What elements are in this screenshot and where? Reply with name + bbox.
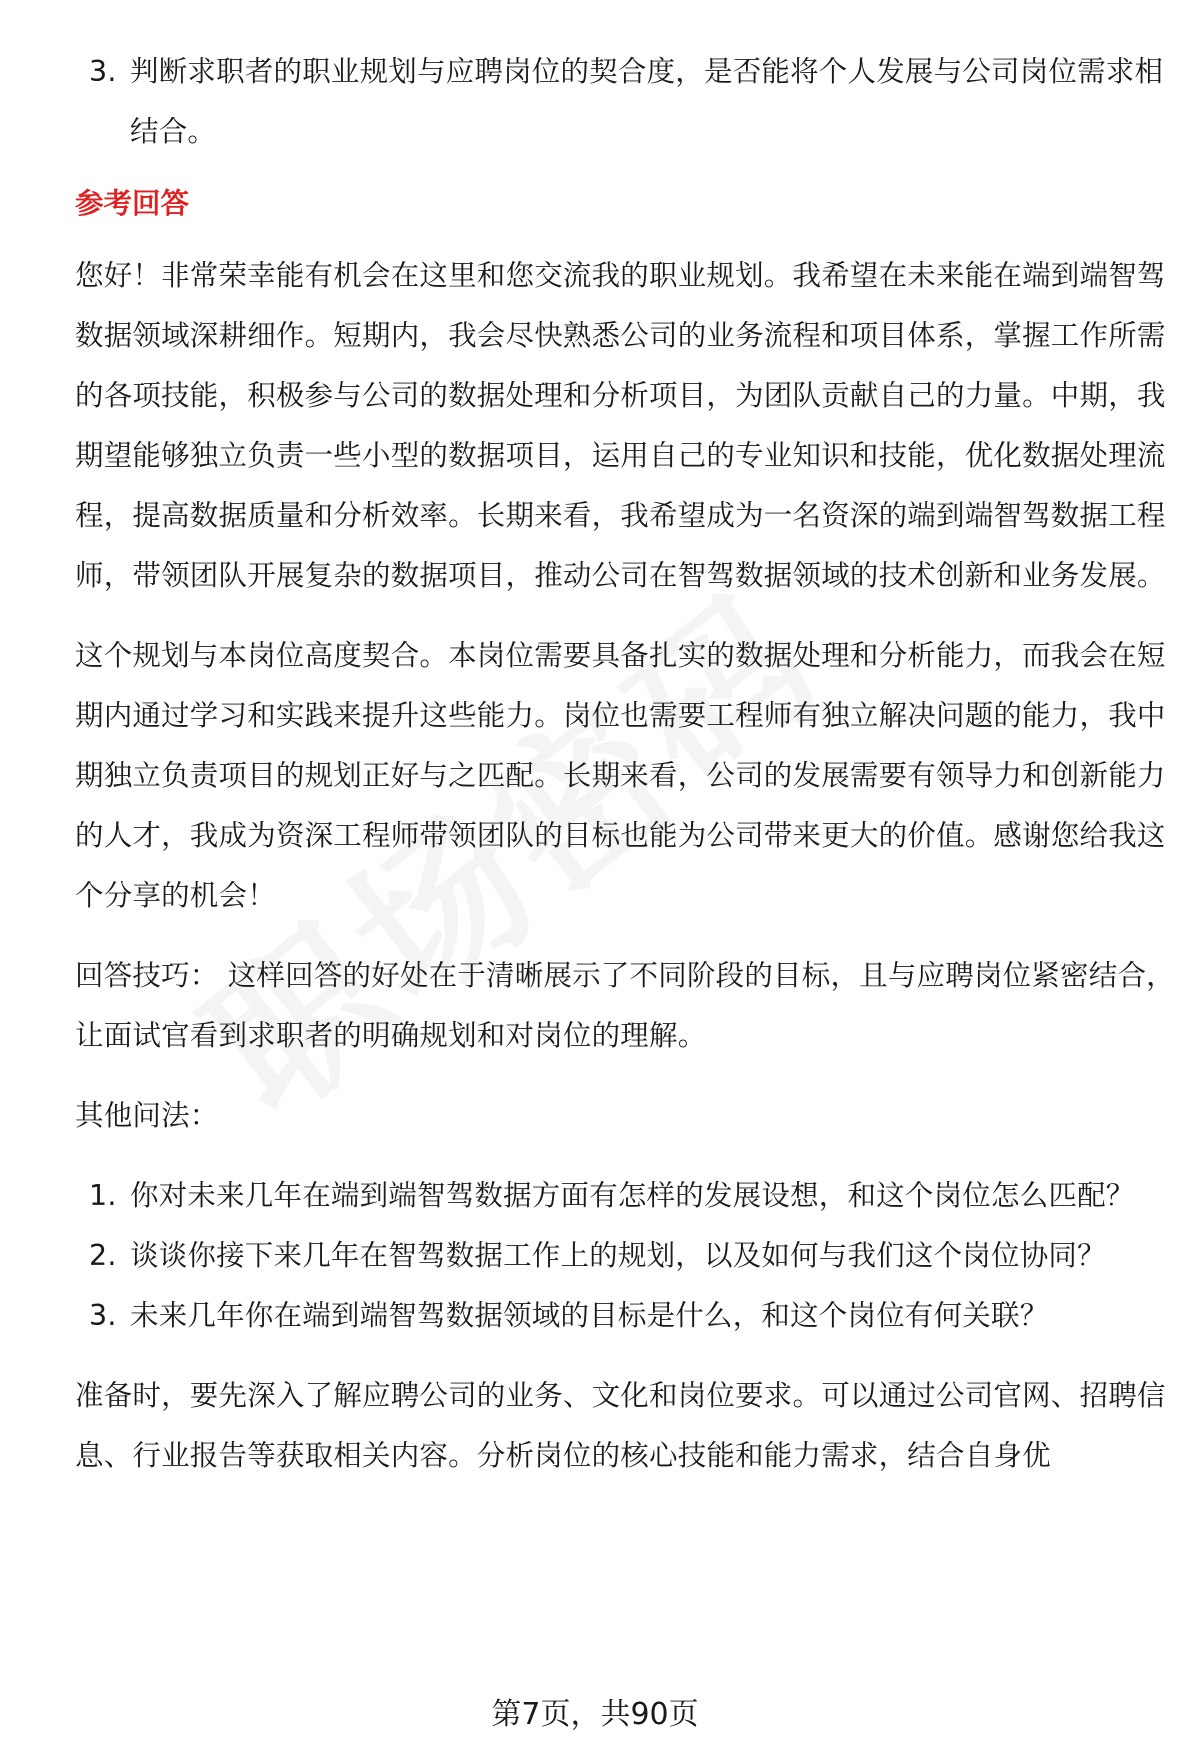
top-list bbox=[75, 42, 1175, 162]
list-text: 判断求职者的职业规划与应聘岗位的契合度，是否能将个人发展与公司岗位需求相结合。 bbox=[130, 55, 1164, 148]
list-number: 2. bbox=[89, 1239, 117, 1272]
list-number: 3. bbox=[89, 1299, 117, 1332]
answer-paragraph-2: 这个规划与本岗位高度契合。本岗位需要具备扎实的数据处理和分析能力，而我会在短期内通过学习和实践来提升这些能力。岗位也需要工程师有独立解决问题的能力，我中期独立负责项目的规划正好与之匹配。长期来看，公司的发展需要有领导力和创新能力的人才，我成为资深工程师带领团队的目标也能为公司带来更大的价值。感谢您给我这个分享的机会！ bbox=[75, 639, 1166, 912]
document-page bbox=[75, 0, 1175, 1486]
other-questions-list bbox=[75, 1166, 1175, 1346]
list-text: 未来几年你在端到端智驾数据领域的目标是什么，和这个岗位有何关联？ bbox=[130, 1299, 1049, 1332]
list-number: 3. bbox=[89, 55, 117, 88]
reference-answer-heading: 参考回答 bbox=[75, 187, 190, 220]
other-questions-heading: 其他问法： bbox=[75, 1099, 219, 1132]
list-item bbox=[75, 1286, 1175, 1346]
page-footer: 第7页，共90页 bbox=[491, 1697, 699, 1732]
answer-tips: 回答技巧： 这样回答的好处在于清晰展示了不同阶段的目标，且与应聘岗位紧密结合，让面试官看到求职者的明确规划和对岗位的理解。 bbox=[75, 959, 1175, 1052]
answer-paragraph-1: 您好！非常荣幸能有机会在这里和您交流我的职业规划。我希望在未来能在端到端智驾数据领域深耕细作。短期内，我会尽快熟悉公司的业务流程和项目体系，掌握工作所需的各项技能，积极参与公司的数据处理和分析项目，为团队贡献自己的力量。中期，我期望能够独立负责一些小型的数据项目，运用自己的专业知识和技能，优化数据处理流程，提高数据质量和分析效率。长期来看，我希望成为一名资深的端到端智驾数据工程师，带领团队开展复杂的数据项目，推动公司在智驾数据领域的技术创新和业务发展。 bbox=[75, 259, 1166, 592]
list-text: 谈谈你接下来几年在智驾数据工作上的规划，以及如何与我们这个岗位协同？ bbox=[130, 1239, 1106, 1272]
list-item bbox=[75, 1226, 1175, 1286]
list-item bbox=[75, 42, 1175, 162]
list-item bbox=[75, 1166, 1175, 1226]
list-number: 1. bbox=[89, 1179, 117, 1212]
list-text: 你对未来几年在端到端智驾数据方面有怎样的发展设想，和这个岗位怎么匹配？ bbox=[130, 1179, 1135, 1212]
preparation-paragraph: 准备时，要先深入了解应聘公司的业务、文化和岗位要求。可以通过公司官网、招聘信息、行业报告等获取相关内容。分析岗位的核心技能和能力需求，结合自身优 bbox=[75, 1379, 1166, 1472]
